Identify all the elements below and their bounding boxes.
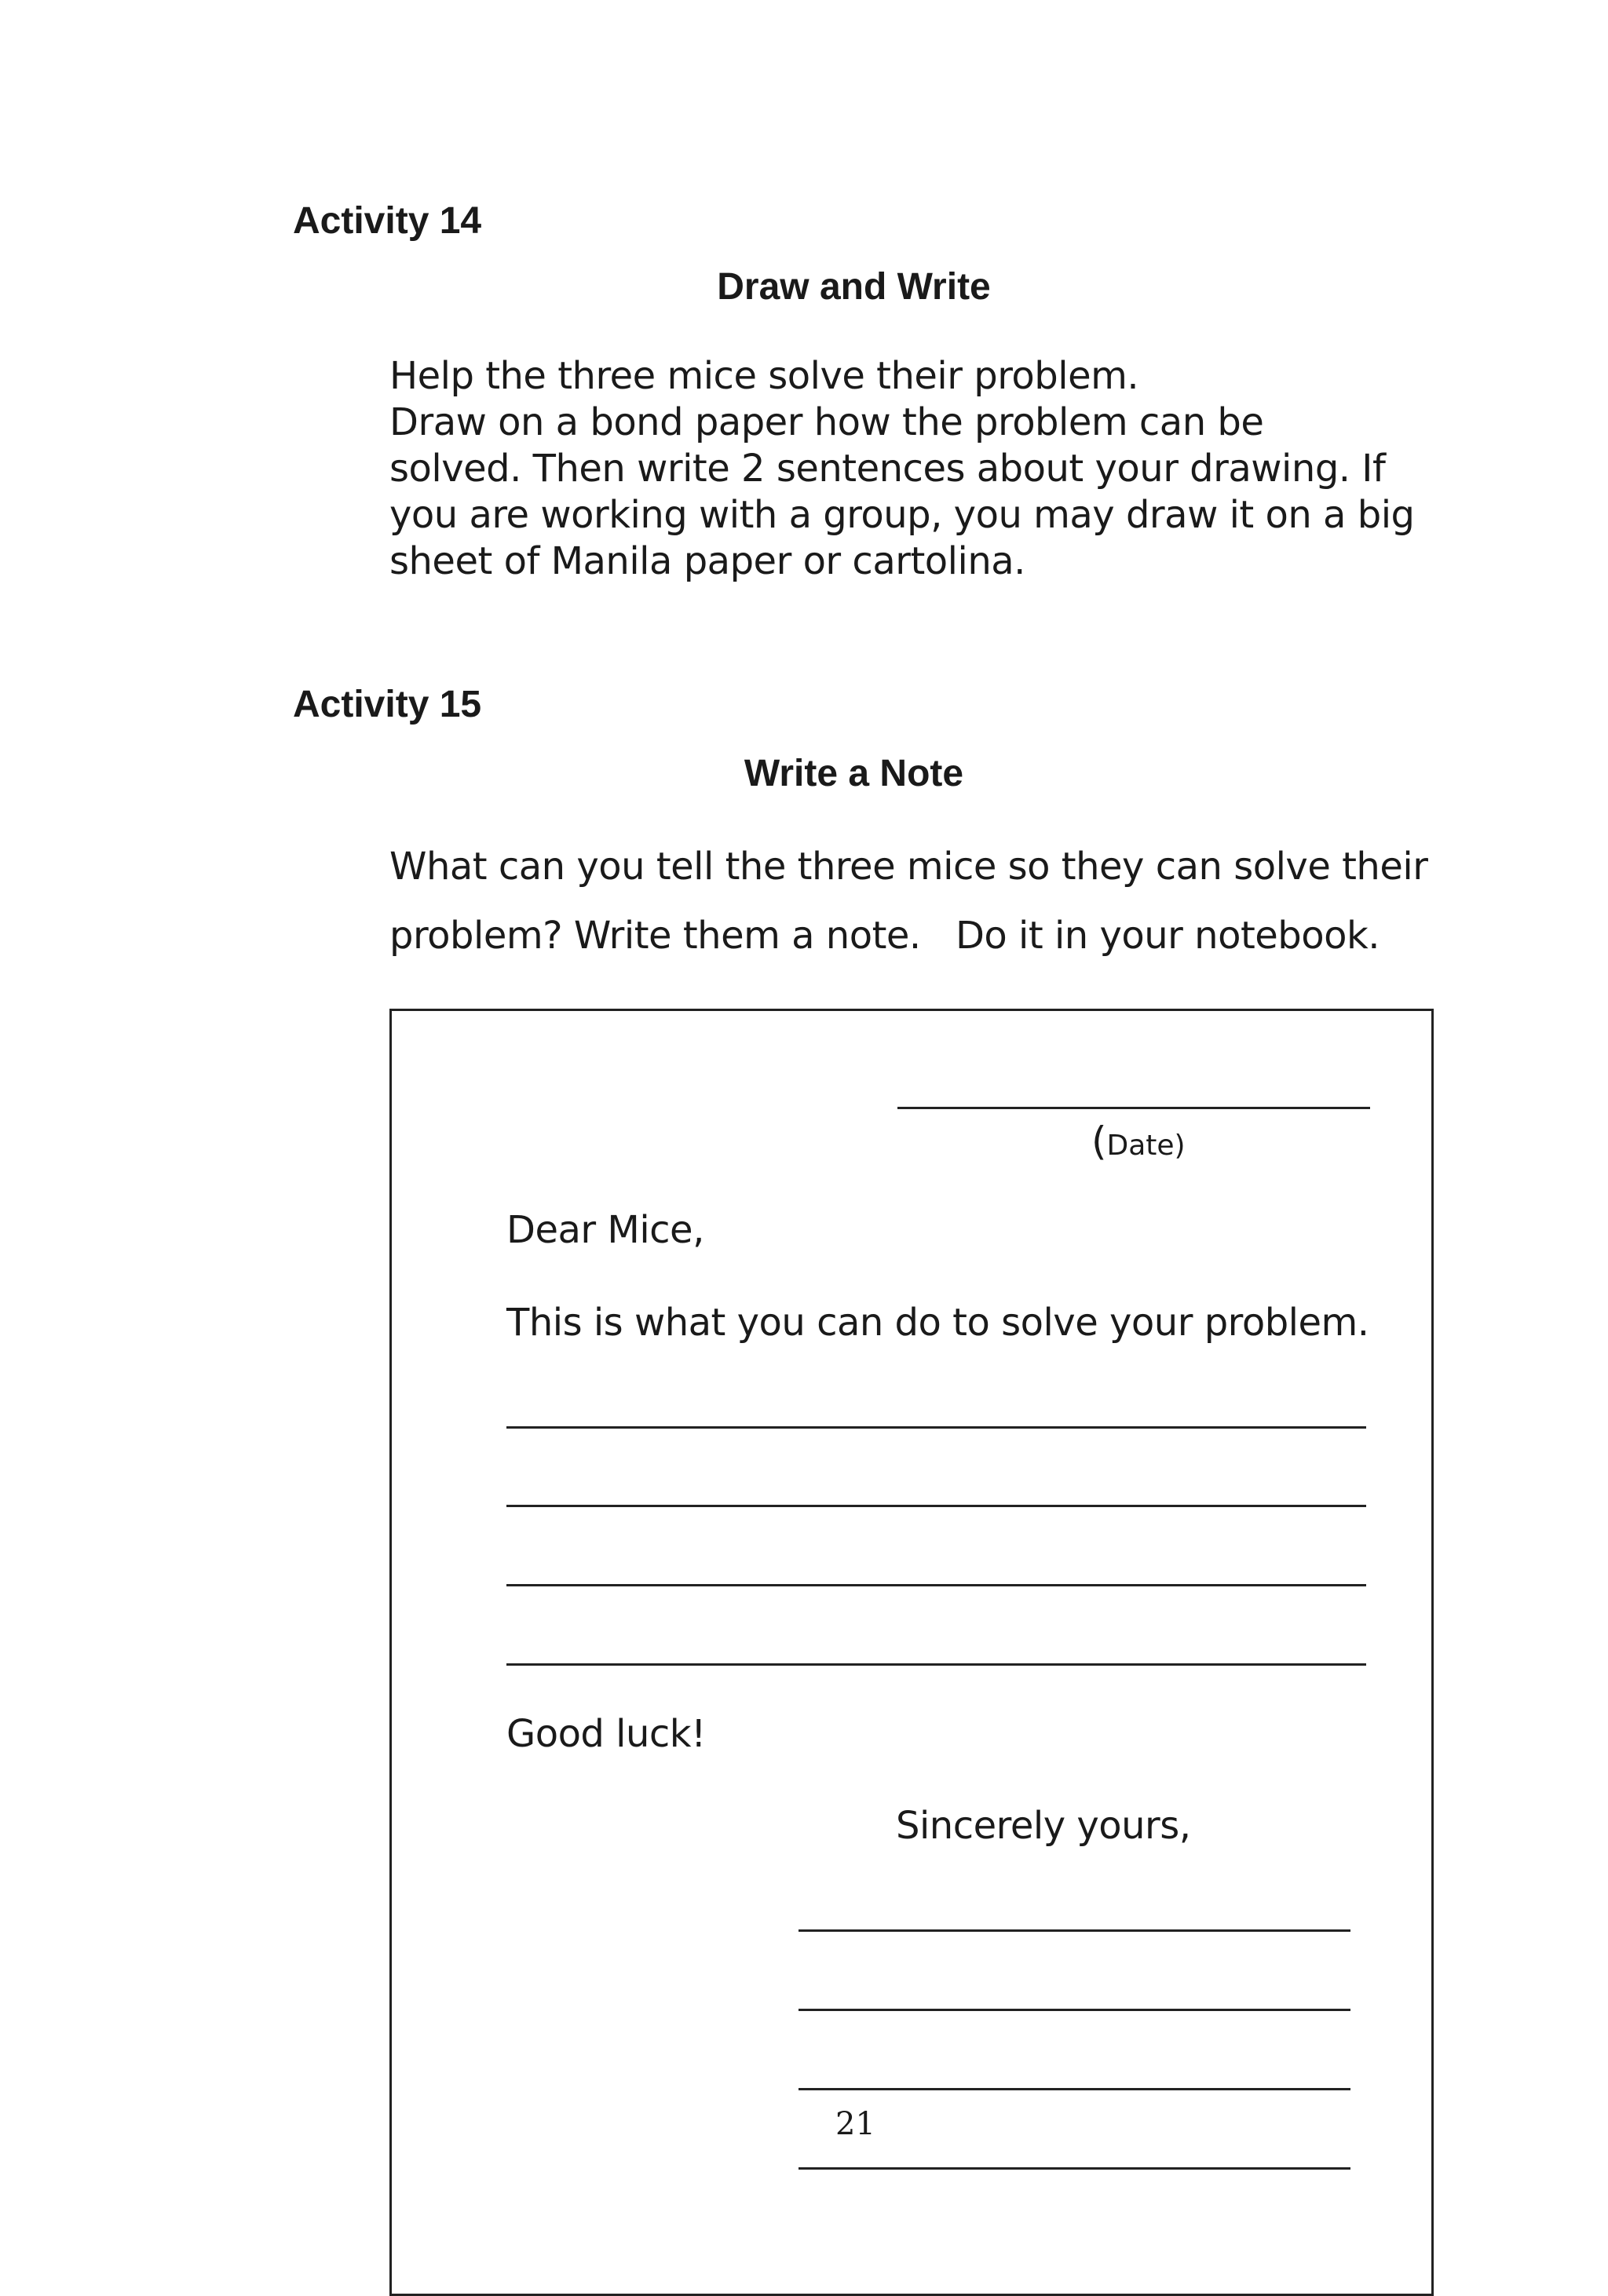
note-intro: This is what you can do to solve your problem. [506,1301,1369,1345]
date-line [897,1107,1370,1109]
instruction-line: sheet of Manila paper or cartolina. [389,539,1025,583]
note-greeting: Dear Mice, [506,1208,704,1252]
note-closing: Good luck! [506,1712,706,1756]
instruction-line: Help the three mice solve their problem. [389,354,1139,398]
activity-15-title: Write a Note [744,753,964,794]
signature-line [799,2088,1350,2090]
activity-15-instruction-line-2: problem? Write them a note. Do it in your notebook. [389,914,1380,958]
instruction-line: you are working with a group, you may draw it on a big [389,493,1415,537]
date-paren: ( [1091,1119,1107,1164]
activity-14-title: Draw and Write [717,266,991,308]
signature-line [799,2009,1350,2011]
date-text: Date) [1106,1130,1186,1162]
note-template-box [389,1009,1434,2296]
page-number: 21 [835,2106,875,2142]
instruction-line: Draw on a bond paper how the problem can be [389,400,1264,444]
signature-line [799,1929,1350,1932]
signature-line [799,2167,1350,2170]
activity-15-heading: Activity 15 [293,684,482,725]
writing-line [506,1426,1366,1429]
writing-line [506,1584,1366,1586]
instruction-line: solved. Then write 2 sentences about your drawing. If [389,447,1386,491]
activity-15-instruction-line-1: What can you tell the three mice so they can solve their [389,845,1428,889]
writing-line [506,1505,1366,1507]
activity-14-heading: Activity 14 [293,200,482,242]
date-label [1091,1119,1186,1164]
activity-14-instructions [389,353,1489,585]
note-signoff: Sincerely yours, [896,1804,1191,1848]
writing-line [506,1663,1366,1666]
